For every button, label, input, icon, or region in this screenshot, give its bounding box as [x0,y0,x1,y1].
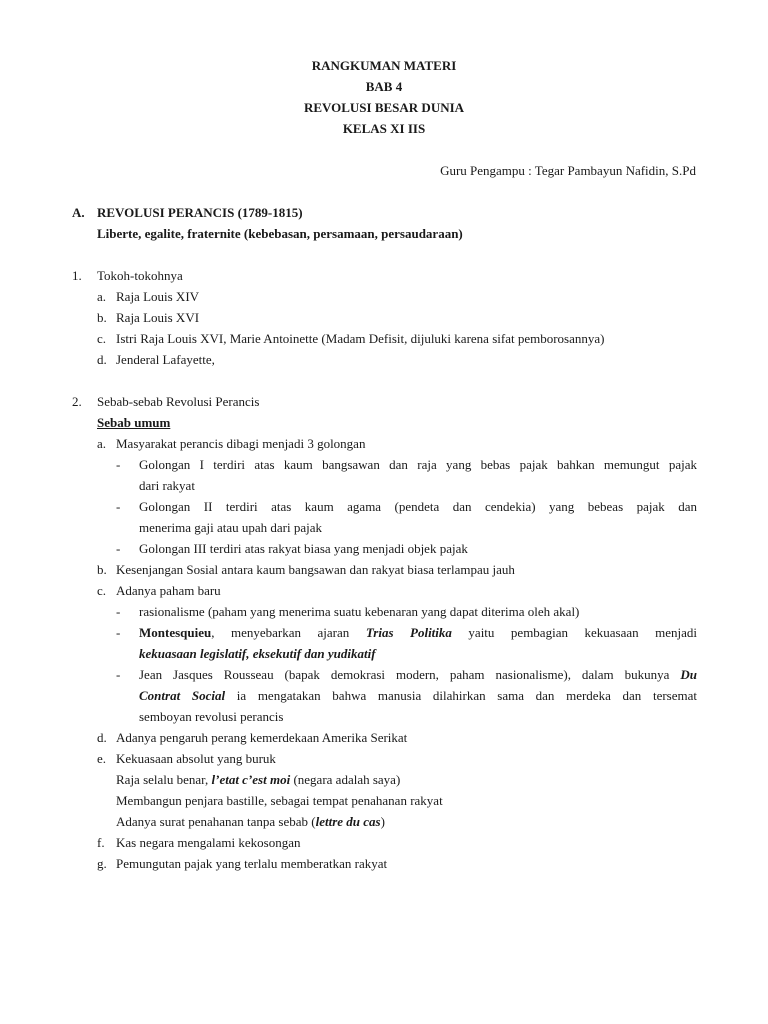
bullet-dash: - [116,604,121,619]
list-item: Jenderal Lafayette, [116,352,215,367]
list-item [116,769,400,790]
bullet-text [139,622,697,643]
subheading-sebab-umum: Sebab umum [97,415,171,430]
bullet-text: dari rakyat [139,478,195,493]
inline-text: ) [380,814,385,829]
list-item: Istri Raja Louis XVI, Marie Antoinette (Madam Defisit, dijuluki karena sifat pemborosannya) [116,331,605,346]
trias-politika-term: Trias Politika [365,625,452,640]
kekuasaan-terms: kekuasaan legislatif, eksekutif dan yudikatif [139,646,376,661]
list-marker: d. [97,352,107,367]
list-item: Raja Louis XVI [116,310,200,325]
inline-text: Jean Jasques Rousseau (bapak demokrasi modern, paham nasionalisme), dalam bukunya [139,667,681,682]
document-title [0,55,768,139]
list-marker: f. [97,835,105,850]
bullet-text [139,685,697,706]
bullet-dash: - [116,541,121,556]
book-title-part-1: Du [680,667,697,682]
bullet-text: Golongan III terdiri atas rakyat biasa yang menjadi objek pajak [139,541,468,556]
title-line-3: REVOLUSI BESAR DUNIA [303,100,465,115]
inline-text: ia mengatakan bahwa manusia dilahirkan sama dan merdeka dan tersemat [225,688,697,703]
inline-text: (negara adalah saya) [290,772,401,787]
list-item: Adanya paham baru [116,583,221,598]
bullet-dash: - [116,499,121,514]
item-1-marker: 1. [72,268,82,283]
list-marker: g. [97,856,107,871]
title-line-4: KELAS XI IIS [342,121,426,136]
bullet-text: semboyan revolusi perancis [139,709,284,724]
list-item: Kas negara mengalami kekosongan [116,835,301,850]
bullet-text: menerima gaji atau upah dari pajak [139,520,323,535]
teacher-credit: Guru Pengampu : Tegar Pambayun Nafidin, S.Pd [440,163,696,178]
list-marker: c. [97,583,107,598]
bullet-dash: - [116,667,121,682]
bullet-dash: - [116,457,121,472]
inline-text: Raja selalu benar, [116,772,212,787]
book-title-part-2: Contrat Social [139,688,226,703]
montesquieu-name: Montesquieu [139,625,212,640]
inline-text: , menyebarkan ajaran [211,625,366,640]
letat-cest-moi: l’etat c’est moi [211,772,291,787]
title-line-2: BAB 4 [365,79,403,94]
bullet-text [139,664,697,685]
bullet-text: Golongan I terdiri atas kaum bangsawan dan raja yang bebas pajak bahkan memungut pajak [139,457,697,472]
bullet-text: Golongan II terdiri atas kaum agama (pendeta dan cendekia) yang bebeas pajak dan [139,499,697,514]
list-marker: b. [97,562,107,577]
list-item: Pemungutan pajak yang terlalu memberatkan rakyat [116,856,388,871]
list-item [116,811,385,832]
list-item: Raja Louis XIV [116,289,200,304]
item-2-title: Sebab-sebab Revolusi Perancis [97,394,260,409]
list-item: Kekuasaan absolut yang buruk [116,751,276,766]
bullet-text: rasionalisme (paham yang menerima suatu kebenaran yang dapat diterima oleh akal) [139,604,580,619]
bullet-dash: - [116,625,121,640]
list-item: Masyarakat perancis dibagi menjadi 3 golongan [116,436,366,451]
section-a-title: REVOLUSI PERANCIS (1789-1815) [97,205,303,220]
item-1-title: Tokoh-tokohnya [97,268,183,283]
list-marker: a. [97,436,107,451]
list-marker: c. [97,331,107,346]
list-item: Adanya pengaruh perang kemerdekaan Amerika Serikat [116,730,408,745]
inline-text: yaitu pembagian kekuasaan menjadi [451,625,698,640]
inline-text: Adanya surat penahanan tanpa sebab ( [116,814,316,829]
list-marker: d. [97,730,107,745]
item-2-marker: 2. [72,394,82,409]
list-marker: e. [97,751,107,766]
list-item: Membangun penjara bastille, sebagai tempat penahanan rakyat [116,793,443,808]
list-marker: a. [97,289,107,304]
list-marker: b. [97,310,107,325]
list-item: Kesenjangan Sosial antara kaum bangsawan dan rakyat biasa terlampau jauh [116,562,515,577]
title-line-1: RANGKUMAN MATERI [311,58,457,73]
lettre-du-cas: lettre du cas [315,814,381,829]
section-a-motto: Liberte, egalite, fraternite (kebebasan, persamaan, persaudaraan) [97,226,463,241]
section-a-marker: A. [72,205,85,220]
